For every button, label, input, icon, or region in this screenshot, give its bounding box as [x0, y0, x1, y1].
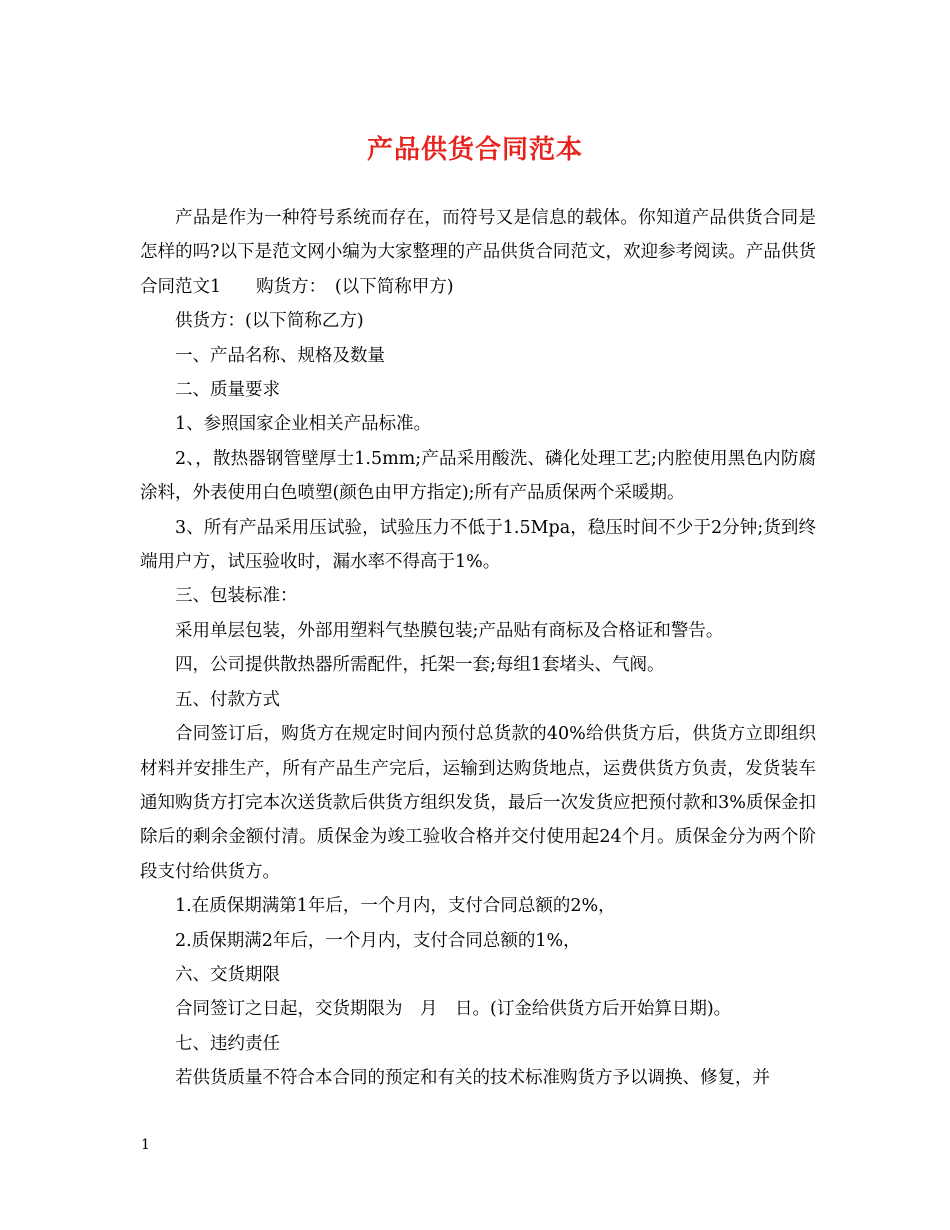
document-body — [140, 201, 816, 1096]
page-number: 1 — [141, 1137, 150, 1153]
paragraph-packaging: 采用单层包装，外部用塑料气垫膜包装;产品贴有商标及合格证和警告。 — [175, 620, 724, 641]
paragraph-liability: 若供货质量不符合本合同的预定和有关的技术标准购货方予以调换、修复，并 — [175, 1068, 770, 1089]
paragraph-delivery: 合同签订之日起，交货期限为 月 日。(订金给供货方后开始算日期)。 — [175, 999, 732, 1020]
paragraph-payment: 合同签订后，购货方在规定时间内预付总货款的40%给供货方后，供货方立即组织材料并安排生产，所有产品生产完后，运输到达购货地点，运费供货方负责，发货装车通知购货方打完本次送货款后供货方组织发货，最后一次发货应把预付款和3%质保金扣除后的剩余金额付清。质保金为竣工验收合格并交付使用起24个月。质保金分为两个阶段支付给供货方。 — [140, 724, 816, 882]
section-heading-packaging: 三、包装标准： — [175, 586, 298, 607]
section-heading-quality: 二、质量要求 — [175, 380, 280, 401]
section-heading-delivery: 六、交货期限 — [175, 964, 280, 985]
paragraph-supplier: 供货方：(以下简称乙方) — [175, 311, 364, 332]
paragraph-quality-1: 1、参照国家企业相关产品标准。 — [175, 414, 432, 435]
section-heading-product: 一、产品名称、规格及数量 — [175, 345, 385, 366]
paragraph-quality-3: 3、所有产品采用压试验，试验压力不低于1.5Mpa，稳压时间不少于2分钟;货到终端用户方，试压验收时，漏水率不得高于1%。 — [140, 517, 817, 573]
section-heading-payment: 五、付款方式 — [175, 689, 280, 710]
paragraph-quality-2: 2、，散热器钢管壁厚士1.5mm;产品采用酸洗、磷化处理工艺;内腔使用黑色内防腐涂料，外表使用白色喷塑(颜色由甲方指定);所有产品质保两个采暖期。 — [140, 448, 816, 504]
paragraph-accessories: 四，公司提供散热器所需配件，托架一套;每组1套堵头、气阀。 — [175, 655, 665, 676]
section-heading-liability: 七、违约责任 — [175, 1033, 280, 1054]
document-title: 产品供货合同范本 — [366, 135, 583, 165]
paragraph-payment-1: 1.在质保期满第1年后，一个月内，支付合同总额的2%， — [175, 896, 616, 917]
paragraph-intro: 产品是作为一种符号系统而存在，而符号又是信息的载体。你知道产品供货合同是怎样的吗?以下是范文网小编为大家整理的产品供货合同范文，欢迎参考阅读。产品供货合同范文1 购货方： (以下简称甲方) — [140, 208, 816, 297]
paragraph-payment-2: 2.质保期满2年后，一个月内，支付合同总额的1%， — [175, 930, 581, 951]
